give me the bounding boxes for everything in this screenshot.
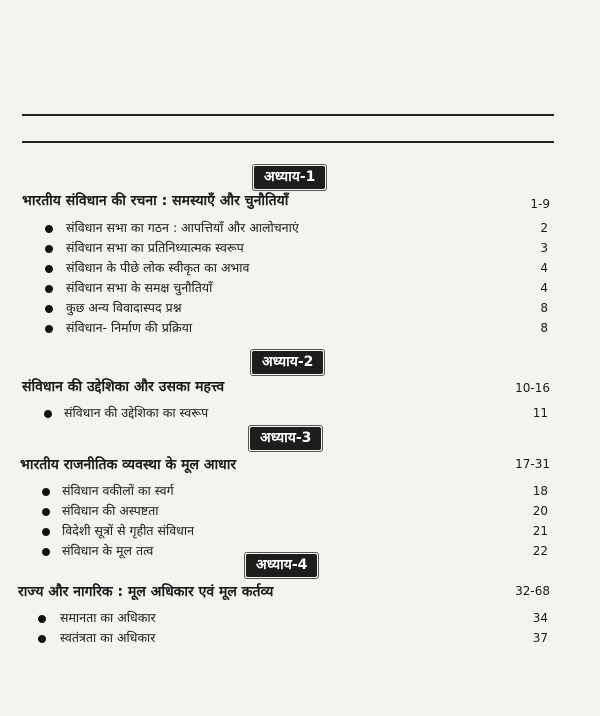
bullet-icon <box>45 225 53 233</box>
list-item <box>0 319 600 339</box>
bullet-icon <box>45 265 53 273</box>
item-text: संविधान की अस्पष्टता <box>62 503 159 518</box>
item-text: संविधान वकीलों का स्वर्ग <box>62 483 174 498</box>
item-text: संविधान- निर्माण की प्रक्रिया <box>66 320 193 335</box>
item-text: कुछ अन्य विवादास्पद प्रश्न <box>66 300 182 315</box>
list-item <box>0 482 600 502</box>
item-text: समानता का अधिकार <box>60 610 156 625</box>
item-text: संविधान के पीछे लोक स्वीकृत का अभाव <box>66 260 250 275</box>
bullet-icon <box>45 245 53 253</box>
bullet-icon <box>45 305 53 313</box>
bullet-icon <box>38 615 46 623</box>
item-page: 18 <box>532 484 548 498</box>
bullet-icon <box>42 488 50 496</box>
item-page: 3 <box>540 241 548 255</box>
item-text: संविधान सभा के समक्ष चुनौतियाँ <box>66 280 213 295</box>
item-page: 8 <box>540 321 548 335</box>
item-page: 20 <box>532 504 548 518</box>
chapter-4-title: राज्य और नागरिक : मूल अधिकार एवं मूल कर्तव्य <box>18 584 274 600</box>
item-page: 2 <box>540 221 548 235</box>
item-text: स्वतंत्रता का अधिकार <box>60 630 156 645</box>
list-item <box>0 299 600 319</box>
bullet-icon <box>42 528 50 536</box>
item-text: संविधान सभा का प्रतिनिध्यात्मक स्वरूप <box>66 240 244 255</box>
list-item <box>0 609 600 629</box>
list-item <box>0 279 600 299</box>
chapter-1-badge: अध्याय-1 <box>254 166 325 189</box>
item-page: 21 <box>532 524 548 538</box>
item-text: संविधान की उद्देशिका का स्वरूप <box>64 405 209 420</box>
list-item <box>0 219 600 239</box>
list-item <box>0 629 600 649</box>
list-item <box>0 239 600 259</box>
list-item <box>0 259 600 279</box>
bullet-icon <box>42 548 50 556</box>
bullet-icon <box>42 508 50 516</box>
item-text: संविधान के मूल तत्व <box>62 543 154 558</box>
chapter-4-badge: अध्याय-4 <box>246 554 317 577</box>
bullet-icon <box>45 325 53 333</box>
item-text: विदेशी सूत्रों से गृहीत संविधान <box>62 523 195 538</box>
list-item <box>0 404 600 424</box>
item-page: 22 <box>532 544 548 558</box>
chapter-3-title: भारतीय राजनीतिक व्यवस्था के मूल आधार <box>20 457 237 473</box>
bullet-icon <box>44 410 52 418</box>
bullet-icon <box>38 635 46 643</box>
second-rule <box>22 141 554 143</box>
item-page: 37 <box>532 631 548 645</box>
chapter-2-pages: 10-16 <box>515 381 550 395</box>
chapter-2-badge: अध्याय-2 <box>252 351 323 374</box>
chapter-3-badge: अध्याय-3 <box>250 427 321 450</box>
chapter-3-pages: 17-31 <box>515 457 550 471</box>
chapter-1-title: भारतीय संविधान की रचना : समस्याएँ और चुनौतियाँ <box>22 193 289 209</box>
chapter-2-title: संविधान की उद्देशिका और उसका महत्त्व <box>22 379 225 395</box>
chapter-1-pages: 1-9 <box>530 197 550 211</box>
item-page: 11 <box>532 406 548 420</box>
item-page: 34 <box>532 611 548 625</box>
list-item <box>0 502 600 522</box>
item-text: संविधान सभा का गठन : आपत्तियाँ और आलोचनाएं <box>66 220 299 235</box>
list-item <box>0 522 600 542</box>
top-rule <box>22 114 554 116</box>
item-page: 4 <box>540 261 548 275</box>
chapter-4-pages: 32-68 <box>515 584 550 598</box>
bullet-icon <box>45 285 53 293</box>
item-page: 4 <box>540 281 548 295</box>
item-page: 8 <box>540 301 548 315</box>
